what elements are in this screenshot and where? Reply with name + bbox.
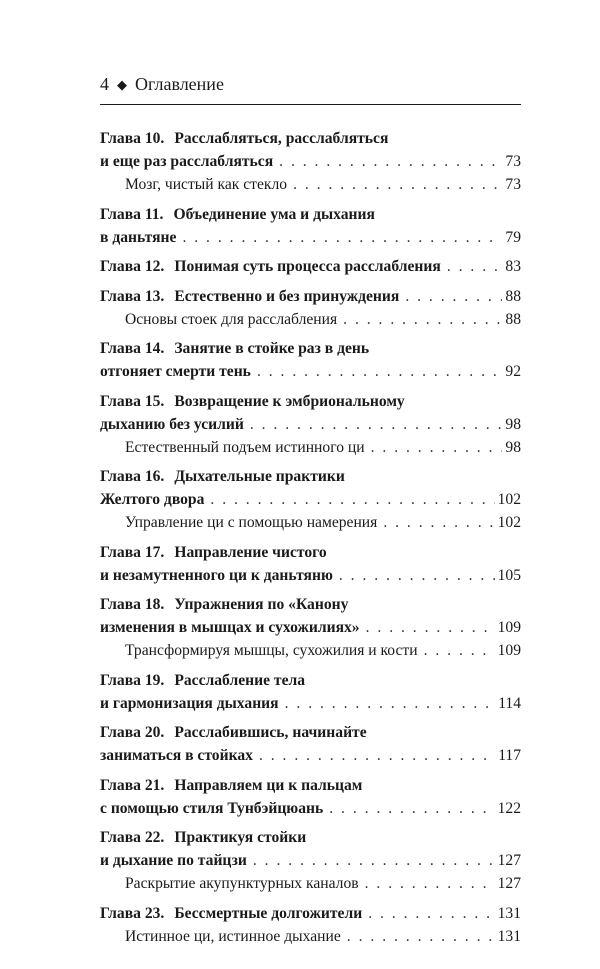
- dot-leader: [250, 416, 503, 434]
- dot-leader: [343, 311, 502, 329]
- page-ref: 88: [505, 310, 521, 328]
- page-ref: 114: [498, 694, 521, 712]
- chapter-title: Направление чистого: [174, 543, 327, 561]
- section-title: Основы стоек для расслабления: [125, 310, 338, 328]
- toc-chapter-entry[interactable]: [100, 393, 521, 439]
- chapter-label: Глава 13.: [100, 287, 165, 305]
- page-ref: 102: [497, 514, 521, 531]
- chapter-label: Глава 23.: [100, 904, 165, 922]
- toc-line: [100, 468, 521, 491]
- chapter-title: Понимая суть процесса расслабления: [174, 258, 441, 275]
- page-ref: 98: [505, 438, 521, 456]
- chapter-title: Направляем ци к пальцам: [174, 776, 363, 794]
- toc-chapter-entry[interactable]: [100, 130, 521, 176]
- dot-leader: [366, 619, 495, 637]
- toc-line: [100, 439, 521, 462]
- toc-line: [100, 288, 521, 311]
- page-ref: 117: [498, 747, 521, 764]
- section-title: Мозг, чистый как стекло: [125, 176, 288, 193]
- toc-chapter-entry[interactable]: [100, 206, 521, 252]
- dot-leader: [368, 905, 494, 923]
- toc-section-entry[interactable]: [100, 439, 521, 462]
- toc-line: [100, 800, 521, 823]
- chapter-title: Расслабляться, расслабляться: [174, 130, 389, 147]
- toc-chapter-entry[interactable]: [100, 829, 521, 875]
- chapter-label: Глава 21.: [100, 776, 165, 794]
- toc-line: [100, 311, 521, 334]
- chapter-title: и дыхание по тайцзи: [100, 852, 247, 869]
- chapter-title: Желтого двора: [100, 491, 205, 508]
- dot-leader: [210, 491, 494, 509]
- toc-section-entry[interactable]: [100, 176, 521, 199]
- chapter-title: и незамутненного ци к даньтяню: [100, 566, 333, 584]
- chapter-title: заниматься в стойках: [100, 747, 253, 764]
- toc-line: [100, 153, 521, 176]
- toc-line: [100, 905, 521, 928]
- chapter-title: Расслабившись, начинайте: [174, 724, 367, 741]
- toc-line: [100, 695, 521, 718]
- toc-line: [100, 340, 521, 363]
- chapter-label: Глава 19.: [100, 671, 165, 689]
- chapter-label: Глава 16.: [100, 468, 165, 485]
- chapter-title: изменения в мышцах и сухожилиях»: [100, 619, 360, 636]
- chapter-title: Дыхательные практики: [174, 468, 345, 485]
- toc-line: [100, 928, 521, 951]
- section-title: Раскрытие акупунктурных каналов: [125, 875, 359, 892]
- toc-line: [100, 596, 521, 619]
- running-title: Оглавление: [135, 74, 224, 94]
- chapter-title: Возвращение к эмбриональному: [174, 392, 405, 410]
- toc-section-entry[interactable]: [100, 311, 521, 334]
- dot-leader: [447, 258, 503, 276]
- toc-section-entry[interactable]: [100, 642, 521, 665]
- dot-leader: [371, 439, 503, 457]
- page-ref: 102: [497, 491, 521, 508]
- page-ref: 109: [497, 619, 521, 636]
- dot-leader: [383, 514, 494, 532]
- page-ref: 105: [497, 566, 521, 584]
- toc-line: [100, 130, 521, 153]
- toc-chapter-entry[interactable]: [100, 468, 521, 514]
- toc-line: [100, 229, 521, 252]
- chapter-title: Расслабление тела: [174, 671, 306, 689]
- toc-line: [100, 852, 521, 875]
- toc-line: [100, 567, 521, 590]
- toc-chapter-entry[interactable]: [100, 672, 521, 718]
- dot-leader: [279, 153, 502, 171]
- toc-line: [100, 619, 521, 642]
- page-ref: 127: [497, 875, 521, 892]
- dot-leader: [259, 747, 495, 765]
- chapter-title: и гармонизация дыхания: [100, 694, 279, 712]
- dot-leader: [253, 852, 495, 870]
- toc-line: [100, 642, 521, 665]
- page-ref: 88: [505, 287, 521, 305]
- section-title: Естественный подъем истинного ци: [125, 438, 365, 456]
- dot-leader: [424, 642, 495, 660]
- chapter-label: Глава 15.: [100, 392, 165, 410]
- page-ref: 98: [505, 415, 521, 433]
- toc-line: [100, 747, 521, 770]
- dot-leader: [285, 695, 496, 713]
- chapter-title: Бессмертные долгожители: [174, 904, 363, 922]
- chapter-title: Естественно и без принуждения: [174, 287, 400, 305]
- page-ref: 92: [505, 363, 521, 380]
- chapter-label: Глава 17.: [100, 543, 165, 561]
- chapter-label: Глава 14.: [100, 340, 165, 357]
- toc-section-entry[interactable]: [100, 928, 521, 951]
- page-ref: 79: [505, 228, 521, 246]
- page-ref: 73: [505, 153, 521, 170]
- toc-line: [100, 875, 521, 898]
- page-ref: 83: [505, 258, 521, 275]
- running-header: [100, 74, 521, 95]
- page-ref: 131: [497, 904, 521, 922]
- dot-leader: [293, 176, 502, 194]
- dot-leader: [365, 875, 495, 893]
- chapter-title: в даньтяне: [100, 228, 177, 246]
- chapter-title: Занятие в стойке раз в день: [174, 340, 370, 357]
- toc-line: [100, 777, 521, 800]
- section-title: Истинное ци, истинное дыхание: [125, 927, 341, 945]
- dot-leader: [329, 800, 494, 818]
- toc-line: [100, 416, 521, 439]
- chapter-label: Глава 10.: [100, 130, 165, 147]
- toc-chapter-entry[interactable]: [100, 288, 521, 311]
- dot-leader: [182, 229, 502, 247]
- toc-line: [100, 206, 521, 229]
- page-ref: 127: [497, 852, 521, 869]
- chapter-label: Глава 18.: [100, 596, 165, 613]
- toc-line: [100, 491, 521, 514]
- dot-leader: [405, 288, 502, 306]
- chapter-label: Глава 12.: [100, 258, 165, 275]
- toc-line: [100, 393, 521, 416]
- dot-leader: [257, 363, 502, 381]
- toc-line: [100, 829, 521, 852]
- toc-chapter-entry[interactable]: [100, 777, 521, 823]
- page-number: 4: [100, 74, 109, 94]
- toc-chapter-entry[interactable]: [100, 724, 521, 770]
- toc-line: [100, 724, 521, 747]
- chapter-title: Практикуя стойки: [174, 829, 307, 846]
- toc-line: [100, 176, 521, 199]
- page-ref: 122: [497, 799, 521, 817]
- toc-line: [100, 544, 521, 567]
- table-of-contents: [100, 130, 521, 951]
- toc-chapter-entry[interactable]: [100, 544, 521, 590]
- diamond-separator-icon: ◆: [117, 77, 127, 92]
- chapter-title: Объединение ума и дыхания: [173, 205, 375, 223]
- section-title: Трансформируя мышцы, сухожилия и кости: [125, 642, 418, 659]
- toc-chapter-entry[interactable]: [100, 258, 521, 281]
- page-ref: 73: [505, 176, 521, 193]
- header-divider: [100, 104, 521, 105]
- chapter-title: и еще раз расслабляться: [100, 153, 274, 170]
- toc-chapter-entry[interactable]: [100, 340, 521, 386]
- chapter-label: Глава 20.: [100, 724, 165, 741]
- chapter-title: отгоняет смерти тень: [100, 363, 251, 380]
- toc-chapter-entry[interactable]: [100, 905, 521, 928]
- chapter-title: с помощью стиля Тунбэйцюань: [100, 799, 324, 817]
- toc-line: [100, 514, 521, 537]
- dot-leader: [347, 928, 495, 946]
- chapter-label: Глава 11.: [100, 205, 164, 223]
- toc-chapter-entry[interactable]: [100, 596, 521, 642]
- toc-section-entry[interactable]: [100, 514, 521, 537]
- dot-leader: [339, 567, 495, 585]
- section-title: Управление ци с помощью намерения: [125, 514, 378, 531]
- toc-section-entry[interactable]: [100, 875, 521, 898]
- chapter-title: Упражнения по «Канону: [174, 596, 349, 613]
- chapter-label: Глава 22.: [100, 829, 165, 846]
- toc-line: [100, 363, 521, 386]
- chapter-title: дыханию без усилий: [100, 415, 244, 433]
- page-ref: 109: [497, 642, 521, 659]
- toc-line: [100, 258, 521, 281]
- page-ref: 131: [497, 927, 521, 945]
- toc-line: [100, 672, 521, 695]
